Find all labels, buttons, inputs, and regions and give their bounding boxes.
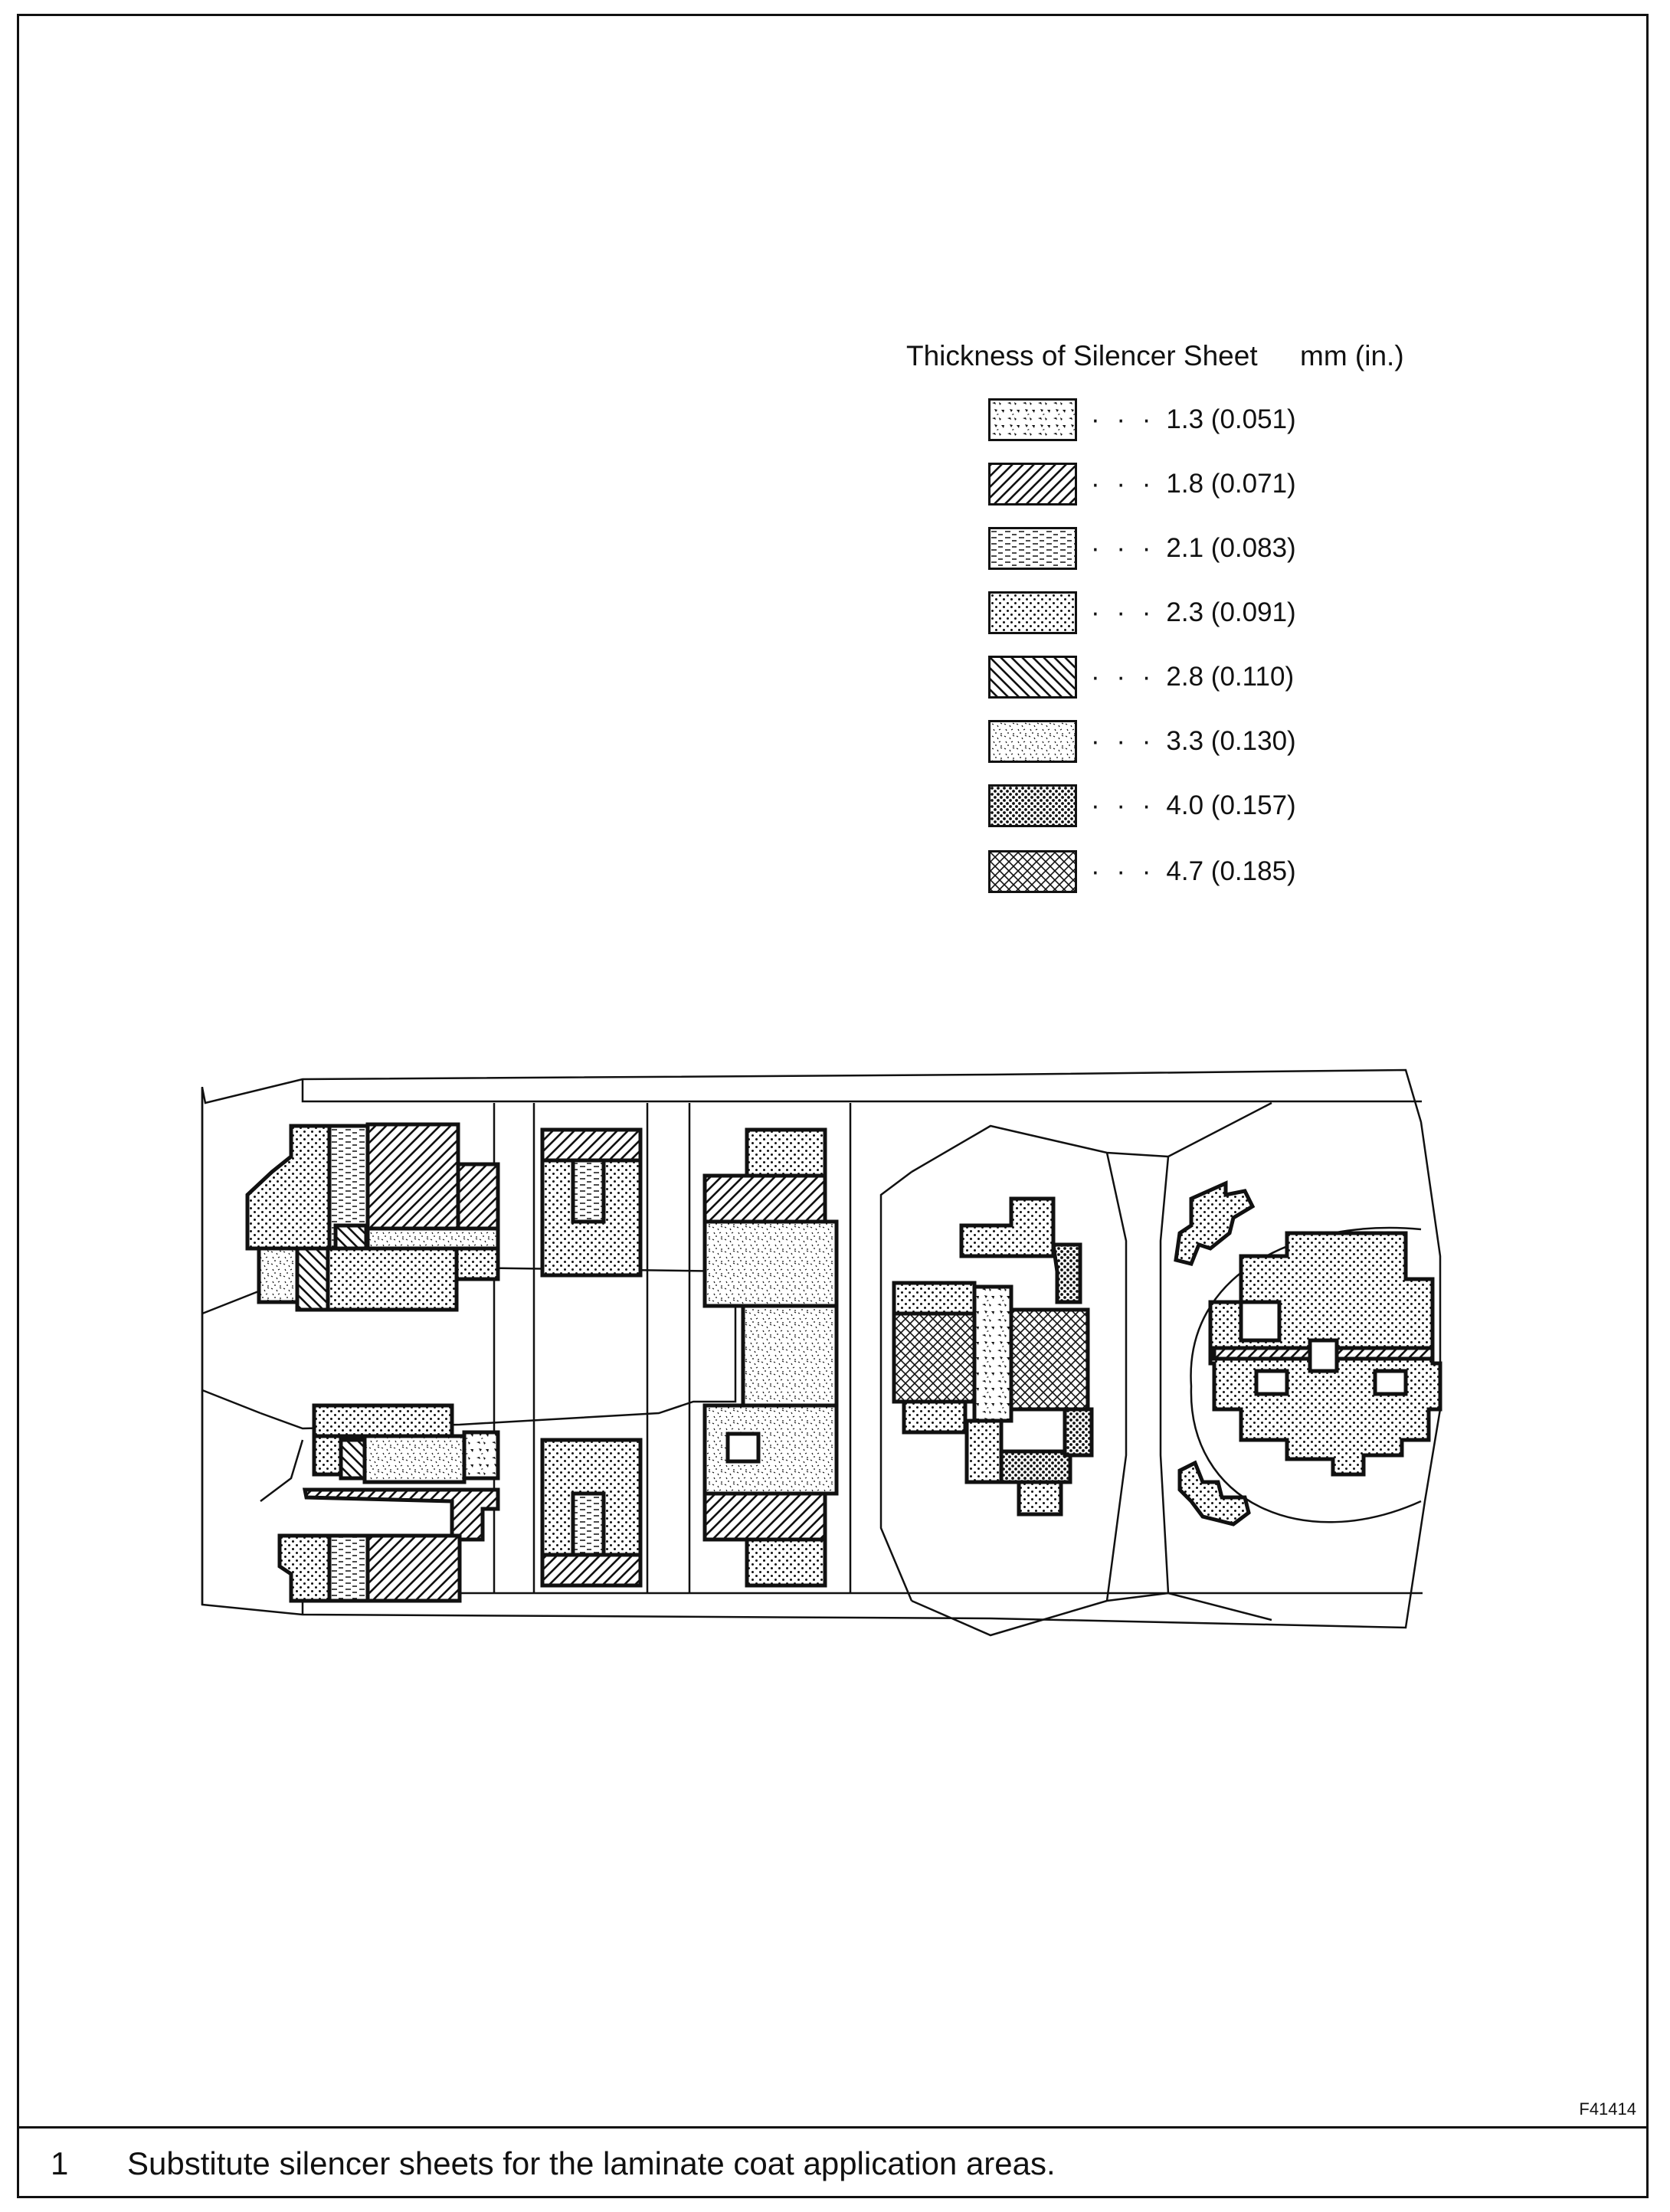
legend-label: 2.3 (0.091) (1166, 597, 1296, 627)
legend-label: 1.3 (0.051) (1166, 404, 1296, 434)
leader-dots: · · · (1091, 469, 1156, 499)
leader-dots: · · · (1091, 404, 1156, 434)
leader-dots: · · · (1091, 597, 1156, 627)
pattern-blotch-swatch (988, 398, 1077, 441)
legend-unit: mm (in.) (1300, 340, 1404, 371)
pattern-speckle-swatch (988, 720, 1077, 763)
legend-item-8 (988, 849, 1296, 895)
leader-dots: · · · (1091, 533, 1156, 563)
legend-item-7 (988, 783, 1296, 829)
legend-item-5 (988, 654, 1294, 700)
legend-label: 4.7 (0.185) (1166, 856, 1296, 886)
legend-item-6 (988, 718, 1296, 764)
pattern-hatch-fwd-swatch (988, 463, 1077, 506)
legend-label: 2.1 (0.083) (1166, 533, 1296, 563)
legend-item-3 (988, 525, 1296, 571)
pattern-hatch-back-swatch (988, 656, 1077, 699)
pattern-dense-dots-swatch (988, 784, 1077, 827)
legend-label: 1.8 (0.071) (1166, 469, 1296, 499)
legend-item-4 (988, 590, 1296, 636)
legend-label: 4.0 (0.157) (1166, 790, 1296, 820)
leader-dots: · · · (1091, 726, 1156, 756)
leader-dots: · · · (1091, 662, 1156, 692)
legend-label: 3.3 (0.130) (1166, 726, 1296, 756)
leader-dots: · · · (1091, 790, 1156, 820)
legend-item-1 (988, 397, 1296, 443)
note (51, 2145, 1056, 2182)
leader-dots: · · · (1091, 856, 1156, 886)
figure-id: F41414 (1579, 2099, 1636, 2119)
legend-label: 2.8 (0.110) (1166, 662, 1295, 692)
pattern-dashes-swatch (988, 527, 1077, 570)
legend-title: Thickness of Silencer Sheet (906, 340, 1258, 371)
pattern-crosshatch-swatch (988, 850, 1077, 893)
note-number: 1 (51, 2145, 69, 2181)
note-text: Substitute silencer sheets for the laminate coat application areas. (127, 2145, 1056, 2181)
legend-item-2 (988, 461, 1296, 507)
pattern-dots-swatch (988, 591, 1077, 634)
